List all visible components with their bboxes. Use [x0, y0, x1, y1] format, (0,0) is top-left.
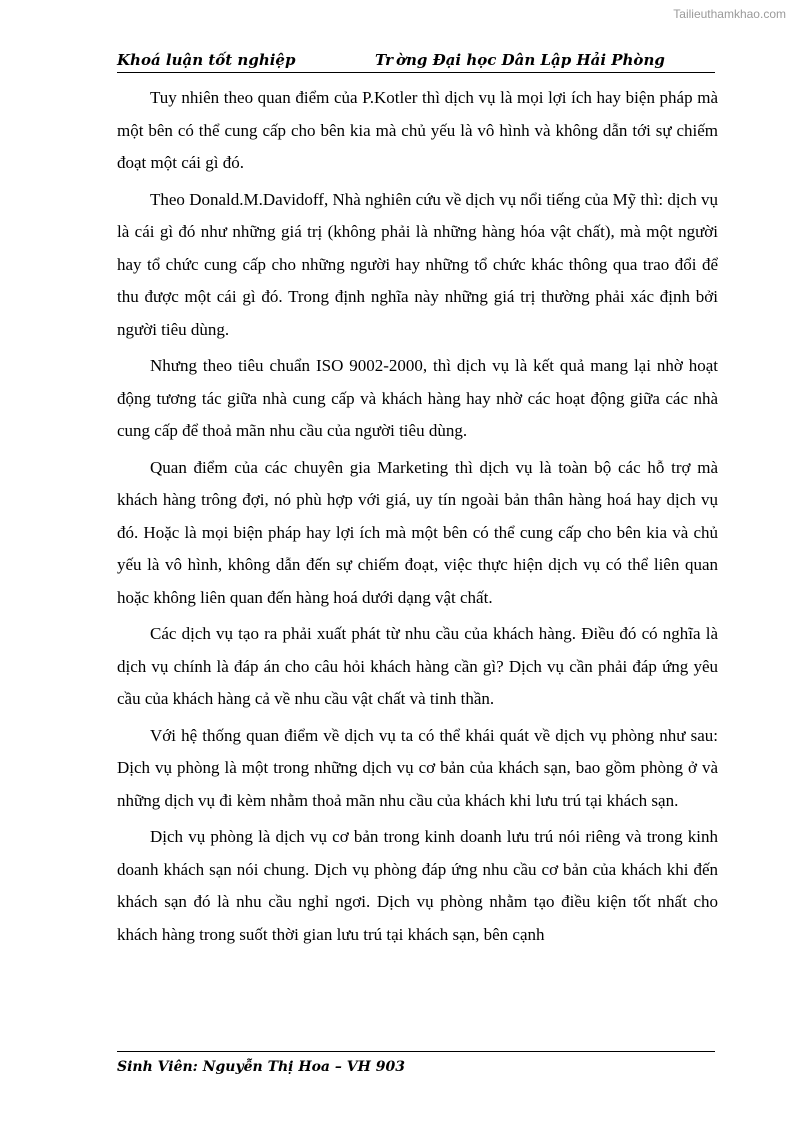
paragraph: Tuy nhiên theo quan điểm của P.Kotler thì dịch vụ là mọi lợi ích hay biện pháp mà một bên có thể cung cấp cho bên kia mà chủ yếu là vô hình và không dẫn tới sự chiếm đoạt một cái gì đó. — [117, 88, 718, 172]
header-thesis-title: Khoá luận tốt nghiệp — [117, 51, 296, 69]
footer-student-name: Sinh Viên: Nguyễn Thị Hoa – VH 903 — [117, 1059, 405, 1075]
header-university: Tr ờng Đại học Dân Lập Hải Phòng — [375, 51, 665, 69]
paragraph: Các dịch vụ tạo ra phải xuất phát từ nhu cầu của khách hàng. Điều đó có nghĩa là dịch vụ chính là đáp án cho câu hỏi khách hàng cần gì? Dịch vụ cần phải đáp ứng yêu cầu của khách hàng cả về nhu cầu vật chất và tinh thần. — [117, 624, 718, 708]
paragraph: Theo Donald.M.Davidoff, Nhà nghiên cứu về dịch vụ nổi tiếng của Mỹ thì: dịch vụ là cái gì đó như những giá trị (không phải là những hàng hóa vật chất), mà một người hay tổ chức cung cấp cho những người hay những tổ chức khác thông qua trao đổi để thu được một cái gì đó. Trong định nghĩa này những giá trị thường phải xác định bởi người tiêu dùng. — [117, 189, 718, 339]
paragraph: Dịch vụ phòng là dịch vụ cơ bản trong kinh doanh lưu trú nói riêng và trong kinh doanh khách sạn nói chung. Dịch vụ phòng đáp ứng nhu cầu cơ bản của khách khi đến khách sạn đó là nhu cầu nghỉ ngơi. Dịch vụ phòng nhằm tạo điều kiện tốt nhất cho khách hàng trong suốt thời gian lưu trú tại khách sạn, bên cạnh — [117, 827, 718, 944]
paragraph: Với hệ thống quan điểm về dịch vụ ta có thể khái quát về dịch vụ phòng như sau: Dịch vụ phòng là một trong những dịch vụ cơ bản của khách sạn, bao gồm phòng ở và những dịch vụ đi kèm nhằm thoả mãn nhu cầu của khách khi lưu trú tại khách sạn. — [117, 725, 718, 810]
watermark: Tailieuthamkhao.com — [673, 7, 786, 21]
paragraph: Quan điểm của các chuyên gia Marketing thì dịch vụ là toàn bộ các hỗ trợ mà khách hàng trông đợi, nó phù hợp với giá, uy tín ngoài bản thân hàng hoá hay dịch vụ đó. Hoặc là mọi biện pháp hay lợi ích mà một bên có thể cung cấp cho bên kia và chủ yếu là vô hình, không dẫn đến sự chiếm đoạt, việc thực hiện dịch vụ có thể liên quan hoặc không liên quan đến hàng hoá dưới dạng vật chất. — [117, 457, 718, 607]
page-header — [117, 50, 715, 73]
paragraph: Nhưng theo tiêu chuẩn ISO 9002-2000, thì dịch vụ là kết quả mang lại nhờ hoạt động tương tác giữa nhà cung cấp và khách hàng hay nhờ các hoạt động giữa các nhà cung cấp để thoả mãn nhu cầu của người tiêu dùng. — [117, 356, 718, 440]
body-text — [117, 82, 718, 955]
page-footer — [117, 1051, 715, 1075]
